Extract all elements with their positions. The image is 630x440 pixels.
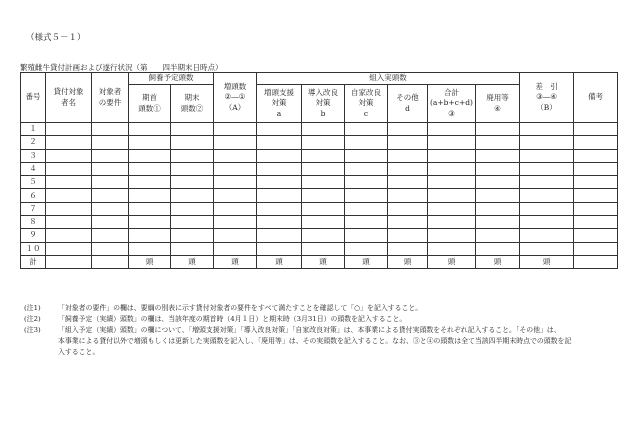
table-cell[interactable] bbox=[388, 189, 428, 202]
table-cell[interactable] bbox=[476, 136, 520, 149]
table-cell[interactable] bbox=[520, 202, 574, 215]
table-cell[interactable] bbox=[46, 189, 92, 202]
table-cell[interactable] bbox=[214, 202, 257, 215]
table-cell[interactable] bbox=[171, 229, 214, 242]
table-cell[interactable] bbox=[428, 136, 476, 149]
row-number: ５ bbox=[21, 176, 46, 189]
header-shiyo-group: 飼養予定頭数 bbox=[129, 73, 214, 85]
table-cell[interactable] bbox=[171, 202, 214, 215]
table-cell[interactable] bbox=[520, 189, 574, 202]
table-row bbox=[21, 242, 618, 255]
table-row bbox=[21, 229, 618, 242]
table-row bbox=[21, 202, 618, 215]
row-number: １ bbox=[21, 123, 46, 136]
table-cell[interactable] bbox=[214, 229, 257, 242]
row-number: ３ bbox=[21, 149, 46, 162]
note-label: (注1) bbox=[24, 304, 41, 312]
row-number: １０ bbox=[21, 242, 46, 255]
table-cell[interactable] bbox=[302, 189, 345, 202]
table-cell[interactable] bbox=[214, 149, 257, 162]
note-item bbox=[24, 325, 614, 358]
table-cell[interactable] bbox=[129, 176, 171, 189]
table-cell[interactable] bbox=[428, 189, 476, 202]
table-cell[interactable] bbox=[257, 149, 302, 162]
table-cell[interactable] bbox=[428, 162, 476, 175]
table-cell[interactable] bbox=[46, 202, 92, 215]
table-cell[interactable] bbox=[129, 229, 171, 242]
total-unit-cell: 頭 bbox=[302, 255, 345, 269]
table-cell[interactable] bbox=[257, 202, 302, 215]
table-cell[interactable] bbox=[257, 123, 302, 136]
notes-section bbox=[24, 303, 614, 358]
table-cell[interactable] bbox=[574, 216, 618, 229]
table-cell[interactable] bbox=[476, 229, 520, 242]
table-cell[interactable] bbox=[257, 136, 302, 149]
table-cell[interactable] bbox=[345, 162, 388, 175]
header-biko: 備考 bbox=[574, 73, 618, 123]
table-cell[interactable] bbox=[345, 123, 388, 136]
table-cell[interactable] bbox=[92, 202, 129, 215]
table-cell[interactable] bbox=[171, 242, 214, 255]
table-row bbox=[21, 136, 618, 149]
total-unit-cell: 頭 bbox=[388, 255, 428, 269]
table-cell[interactable] bbox=[92, 136, 129, 149]
table-row bbox=[21, 149, 618, 162]
table-cell[interactable] bbox=[257, 162, 302, 175]
total-unit-cell: 頭 bbox=[476, 255, 520, 269]
table-cell[interactable] bbox=[92, 162, 129, 175]
table-cell[interactable] bbox=[345, 149, 388, 162]
table-cell[interactable] bbox=[171, 123, 214, 136]
table-cell[interactable] bbox=[129, 189, 171, 202]
table-cell[interactable] bbox=[46, 123, 92, 136]
document-title: 繁殖雌牛貸付計画および遂行状況（第 四半期末日時点） bbox=[20, 63, 223, 72]
table-cell[interactable] bbox=[257, 229, 302, 242]
table-cell[interactable] bbox=[520, 229, 574, 242]
row-number: ６ bbox=[21, 189, 46, 202]
total-unit-cell: 頭 bbox=[520, 255, 574, 269]
total-unit-cell: 頭 bbox=[257, 255, 302, 269]
table-cell[interactable] bbox=[92, 242, 129, 255]
header-zoto-shien: 増頭支援 対策 a bbox=[257, 85, 302, 123]
table-cell[interactable] bbox=[302, 216, 345, 229]
header-kishu: 期首 頭数① bbox=[129, 85, 171, 123]
table-cell[interactable] bbox=[302, 136, 345, 149]
table-cell[interactable] bbox=[129, 149, 171, 162]
table-cell[interactable] bbox=[257, 216, 302, 229]
table-cell[interactable] bbox=[129, 242, 171, 255]
table-cell[interactable] bbox=[46, 216, 92, 229]
table-cell[interactable] bbox=[345, 136, 388, 149]
table-cell[interactable] bbox=[520, 242, 574, 255]
table-cell[interactable] bbox=[92, 176, 129, 189]
table-cell[interactable] bbox=[92, 189, 129, 202]
note-text: 「飼養予定（実績）頭数」の欄は、当該年度の期首時（4月１日）と期末時（3月31日）の頭数を記入すること。 bbox=[58, 315, 407, 323]
table-cell[interactable] bbox=[520, 216, 574, 229]
table-row bbox=[21, 123, 618, 136]
table-cell[interactable] bbox=[574, 162, 618, 175]
table-cell[interactable] bbox=[388, 176, 428, 189]
table-cell[interactable] bbox=[302, 123, 345, 136]
table-cell[interactable] bbox=[46, 136, 92, 149]
table-cell[interactable] bbox=[92, 123, 129, 136]
table-cell[interactable] bbox=[520, 136, 574, 149]
table-cell[interactable] bbox=[345, 229, 388, 242]
table-cell[interactable] bbox=[214, 216, 257, 229]
table-cell[interactable] bbox=[46, 242, 92, 255]
header-jika-kairyo: 自家改良 対策 c bbox=[345, 85, 388, 123]
table-cell[interactable] bbox=[520, 149, 574, 162]
table-cell[interactable] bbox=[428, 242, 476, 255]
table-cell[interactable] bbox=[214, 176, 257, 189]
table-cell[interactable] bbox=[46, 149, 92, 162]
note-label: (注3) bbox=[24, 326, 41, 334]
header-taisho-yoken: 対象者 の要件 bbox=[92, 73, 129, 123]
table-cell[interactable] bbox=[388, 149, 428, 162]
total-unit-cell: 頭 bbox=[129, 255, 171, 269]
table-cell[interactable] bbox=[129, 136, 171, 149]
table-cell[interactable] bbox=[171, 176, 214, 189]
total-unit-cell: 頭 bbox=[345, 255, 388, 269]
table-cell[interactable] bbox=[428, 123, 476, 136]
table-cell[interactable] bbox=[171, 216, 214, 229]
table-cell[interactable] bbox=[214, 189, 257, 202]
table-cell[interactable] bbox=[214, 136, 257, 149]
table-cell[interactable] bbox=[129, 162, 171, 175]
table-cell[interactable] bbox=[428, 216, 476, 229]
table-cell[interactable] bbox=[388, 136, 428, 149]
note-item bbox=[24, 314, 614, 325]
table-cell[interactable] bbox=[302, 162, 345, 175]
table-row bbox=[21, 189, 618, 202]
header-haiyo: 廃用等 ④ bbox=[476, 85, 520, 123]
table-cell[interactable] bbox=[257, 189, 302, 202]
table-cell[interactable] bbox=[388, 162, 428, 175]
row-number: ７ bbox=[21, 202, 46, 215]
header-kimatsu: 期末 頭数② bbox=[171, 85, 214, 123]
table-cell[interactable] bbox=[257, 176, 302, 189]
table-cell[interactable] bbox=[129, 123, 171, 136]
table-cell[interactable] bbox=[46, 229, 92, 242]
total-cell bbox=[46, 255, 92, 269]
table-cell[interactable] bbox=[574, 242, 618, 255]
table-row bbox=[21, 176, 618, 189]
note-item bbox=[24, 303, 614, 314]
table-cell[interactable] bbox=[388, 202, 428, 215]
table-cell[interactable] bbox=[46, 176, 92, 189]
table-cell[interactable] bbox=[302, 176, 345, 189]
table-cell[interactable] bbox=[92, 149, 129, 162]
row-number: ９ bbox=[21, 229, 46, 242]
table-cell[interactable] bbox=[214, 162, 257, 175]
table-cell[interactable] bbox=[476, 162, 520, 175]
table-cell[interactable] bbox=[428, 176, 476, 189]
table-cell[interactable] bbox=[129, 216, 171, 229]
table-cell[interactable] bbox=[428, 149, 476, 162]
table-cell[interactable] bbox=[345, 189, 388, 202]
table-cell[interactable] bbox=[171, 136, 214, 149]
table-cell[interactable] bbox=[388, 216, 428, 229]
form-number: （様式５－１） bbox=[26, 33, 86, 43]
table-cell[interactable] bbox=[345, 242, 388, 255]
note-text: 「対象者の要件」の欄は、要綱の別表に示す貸付対象者の要件をすべて満たすことを確認して「○」を記入すること。 bbox=[58, 304, 423, 312]
table-cell[interactable] bbox=[520, 123, 574, 136]
table-cell[interactable] bbox=[476, 123, 520, 136]
total-cell bbox=[92, 255, 129, 269]
table-cell[interactable] bbox=[171, 162, 214, 175]
table-cell[interactable] bbox=[46, 162, 92, 175]
note-text: 「組入予定（実績）頭数」の欄について、「増頭支援対策」「導入改良対策」「自家改良対策」は、本事業による貸付実頭数をそれぞれ記入すること。「その他」は、 本事業による貸付以外で増頭もしくは更新した実頭数を記入し、「廃用等」は、その実頭数を記入すること。なお、③と④の頭数は全て当該四半期末時点での頭数を記 入すること。 bbox=[58, 326, 572, 356]
table-cell[interactable] bbox=[574, 189, 618, 202]
header-sahiki: 差 引 ③―④ （B） bbox=[520, 73, 574, 123]
total-label: 計 bbox=[21, 255, 46, 269]
header-zoto: 増頭数 ②―① （A） bbox=[214, 73, 257, 123]
table-cell[interactable] bbox=[302, 202, 345, 215]
row-number: ２ bbox=[21, 136, 46, 149]
row-number: ８ bbox=[21, 216, 46, 229]
table-cell[interactable] bbox=[476, 242, 520, 255]
table-row bbox=[21, 216, 618, 229]
header-row-1 bbox=[21, 73, 618, 85]
header-gokei: 合計 (a+b+c+d) ③ bbox=[428, 85, 476, 123]
table-cell[interactable] bbox=[388, 123, 428, 136]
table-cell[interactable] bbox=[257, 242, 302, 255]
table-cell[interactable] bbox=[574, 136, 618, 149]
table-cell[interactable] bbox=[129, 202, 171, 215]
table-cell[interactable] bbox=[520, 162, 574, 175]
header-bango: 番号 bbox=[21, 73, 46, 123]
table-cell[interactable] bbox=[428, 229, 476, 242]
total-row bbox=[21, 255, 618, 269]
total-unit-cell: 頭 bbox=[214, 255, 257, 269]
table-cell[interactable] bbox=[476, 216, 520, 229]
table-body bbox=[21, 123, 618, 256]
table-cell[interactable] bbox=[476, 176, 520, 189]
table-cell[interactable] bbox=[345, 176, 388, 189]
table-cell[interactable] bbox=[92, 229, 129, 242]
table-cell[interactable] bbox=[345, 216, 388, 229]
table-row bbox=[21, 162, 618, 175]
table-cell[interactable] bbox=[214, 242, 257, 255]
header-kumiire-group: 組入実頭数 bbox=[257, 73, 520, 85]
table-cell[interactable] bbox=[476, 189, 520, 202]
table-cell[interactable] bbox=[476, 202, 520, 215]
header-kashitsuke-taisho: 貸付対象 者名 bbox=[46, 73, 92, 123]
table-cell[interactable] bbox=[476, 149, 520, 162]
table-cell[interactable] bbox=[92, 216, 129, 229]
row-number: ４ bbox=[21, 162, 46, 175]
table-cell[interactable] bbox=[388, 242, 428, 255]
table-cell[interactable] bbox=[574, 176, 618, 189]
table-cell[interactable] bbox=[302, 229, 345, 242]
note-label: (注2) bbox=[24, 315, 41, 323]
table-cell[interactable] bbox=[574, 229, 618, 242]
plan-table bbox=[20, 72, 618, 269]
header-sonota: その他 d bbox=[388, 85, 428, 123]
table-cell[interactable] bbox=[574, 149, 618, 162]
total-unit-cell: 頭 bbox=[171, 255, 214, 269]
table-cell[interactable] bbox=[520, 176, 574, 189]
table-cell[interactable] bbox=[574, 123, 618, 136]
total-unit-cell: 頭 bbox=[428, 255, 476, 269]
table-cell[interactable] bbox=[171, 189, 214, 202]
table-cell[interactable] bbox=[214, 123, 257, 136]
table-cell[interactable] bbox=[171, 149, 214, 162]
header-donyu-kairyo: 導入改良 対策 b bbox=[302, 85, 345, 123]
table-cell[interactable] bbox=[428, 202, 476, 215]
table-cell[interactable] bbox=[574, 202, 618, 215]
table-cell[interactable] bbox=[388, 229, 428, 242]
total-cell bbox=[574, 255, 618, 269]
table-cell[interactable] bbox=[345, 202, 388, 215]
table-cell[interactable] bbox=[302, 242, 345, 255]
table-cell[interactable] bbox=[302, 149, 345, 162]
